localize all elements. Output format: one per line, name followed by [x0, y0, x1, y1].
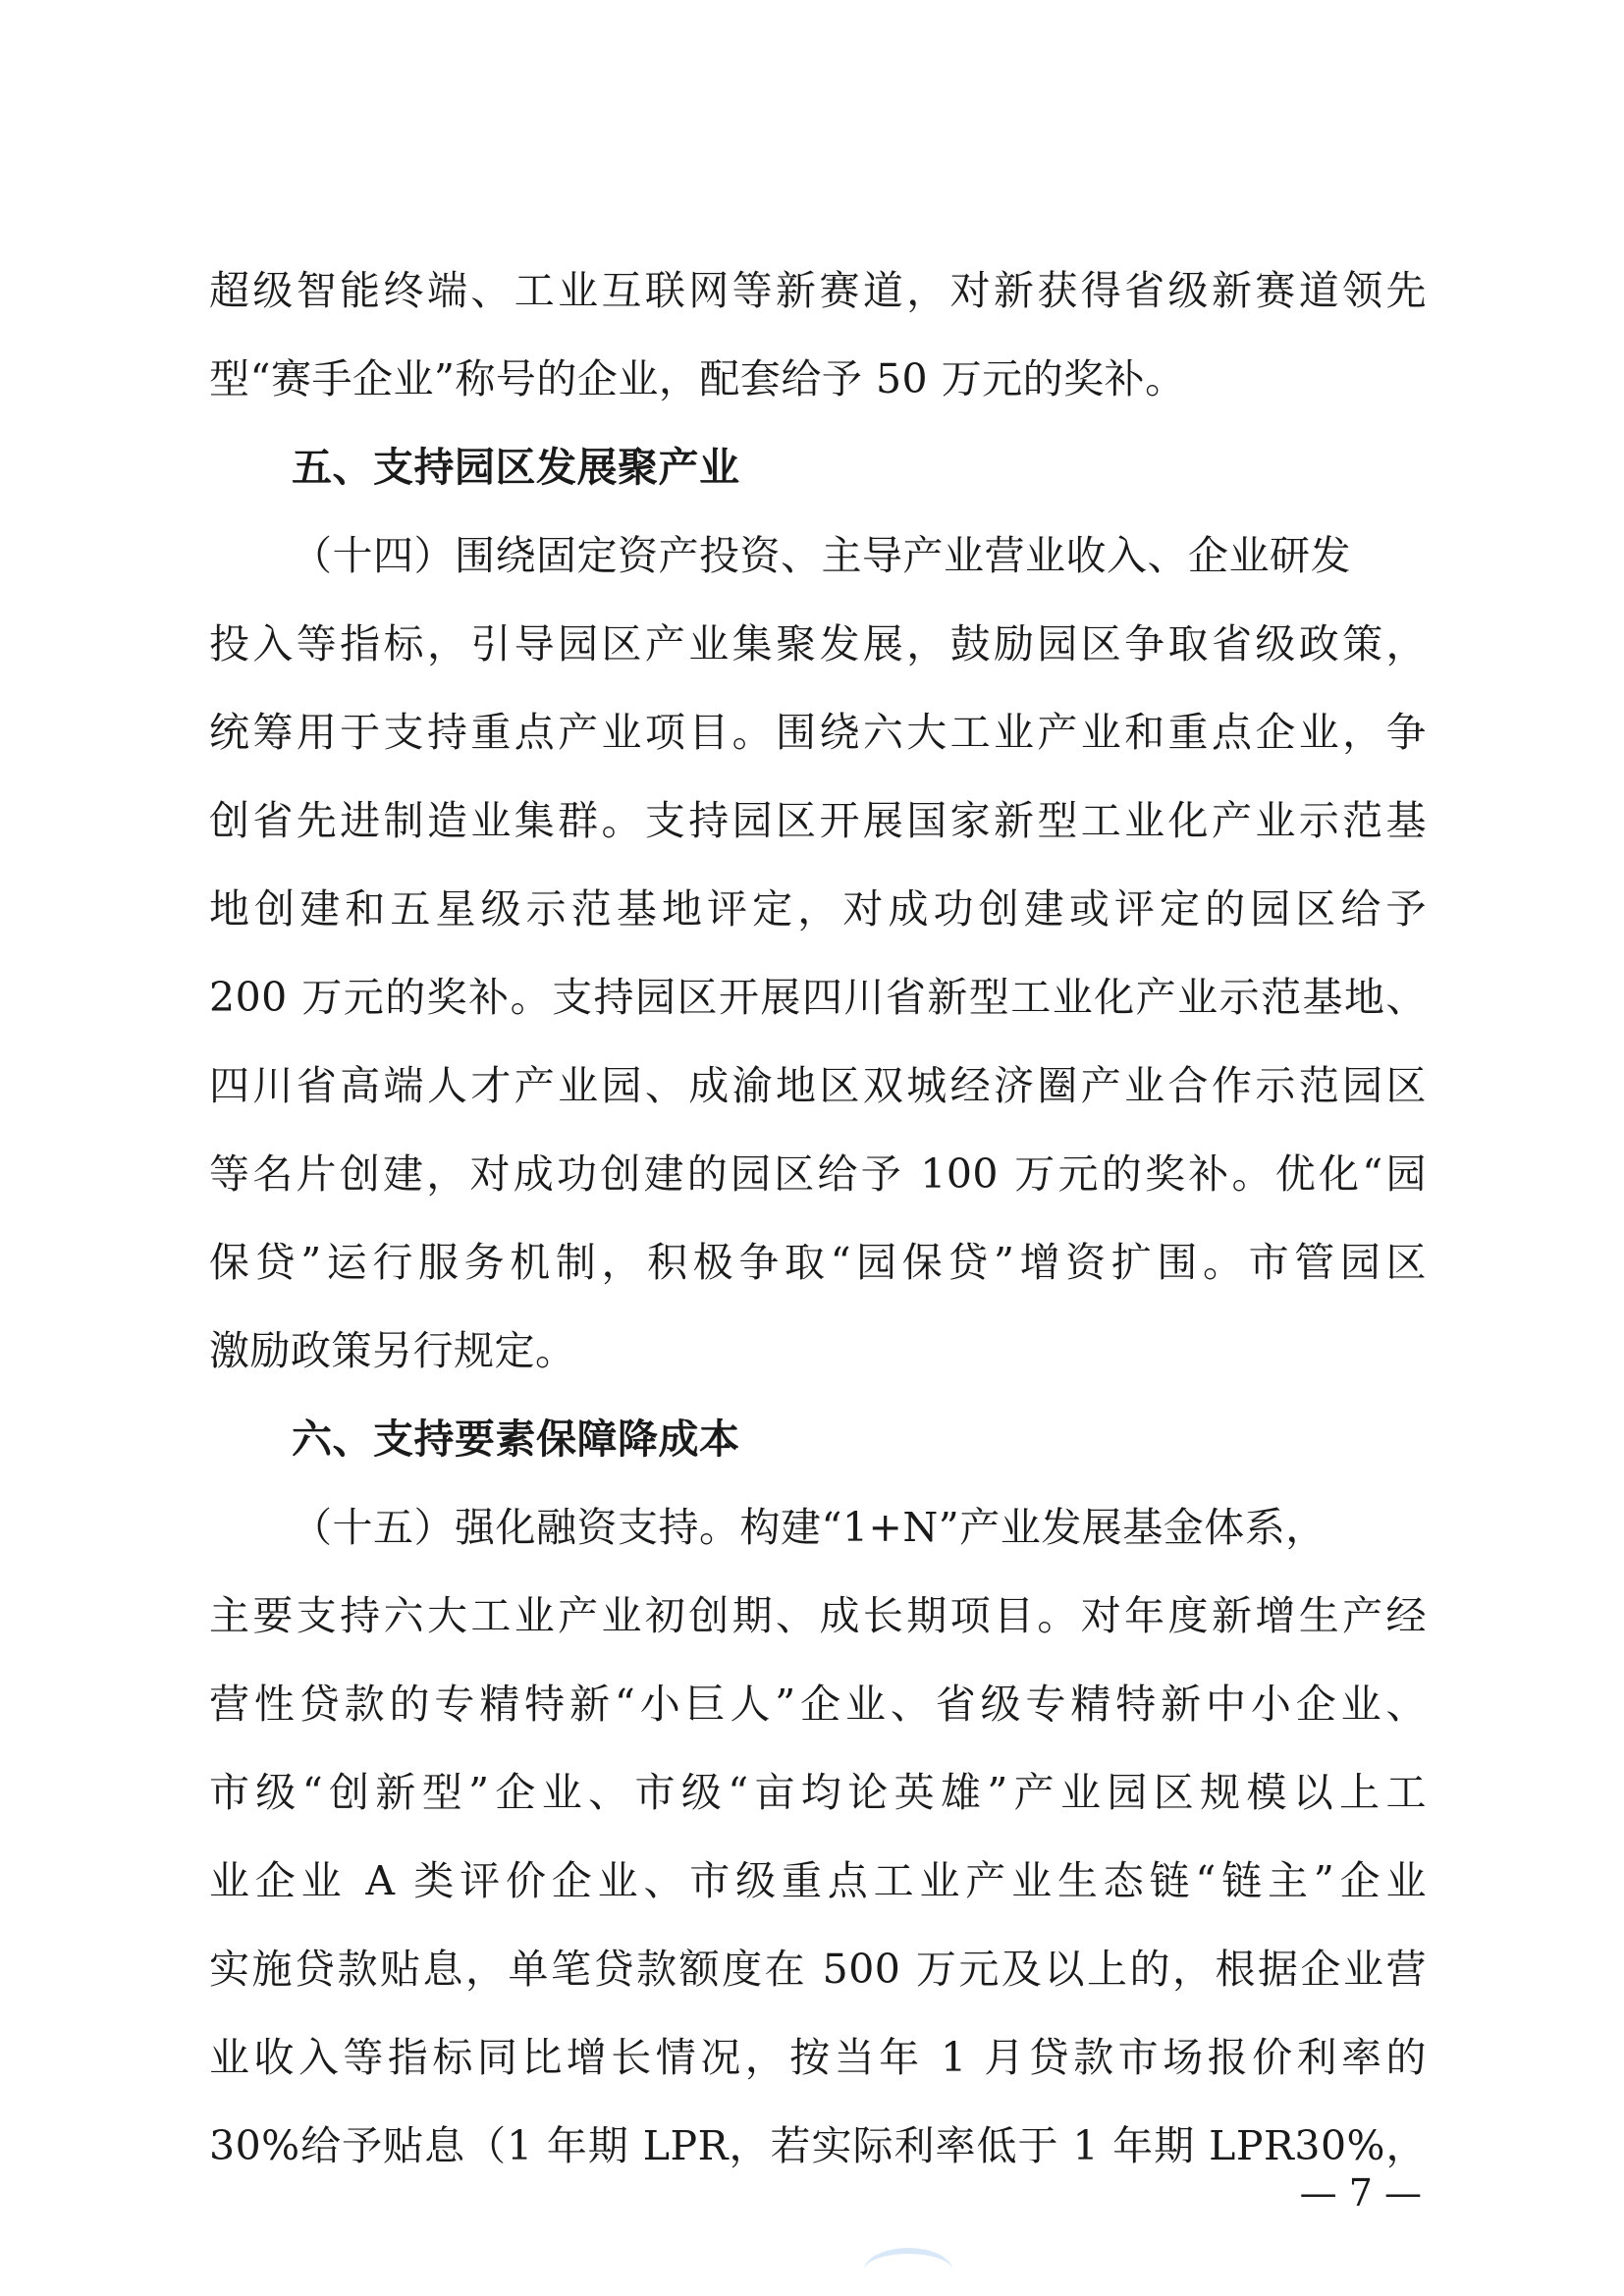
text-line: 激励政策另行规定。 [209, 1327, 576, 1374]
text-line: 创省先进制造业集群。支持园区开展国家新型工业化产业示范基 [209, 797, 1427, 844]
text-line: 业收入等指标同比增长情况，按当年 1 月贷款市场报价利率的 [209, 2034, 1427, 2081]
text-line: 超级智能终端、工业互联网等新赛道，对新获得省级新赛道领先 [209, 267, 1427, 314]
section-heading: 六、支持要素保障降成本 [292, 1415, 740, 1463]
text-line: 统筹用于支持重点产业项目。围绕六大工业产业和重点企业，争 [209, 709, 1427, 756]
section-heading: 五、支持园区发展聚产业 [292, 444, 740, 491]
text-line: 实施贷款贴息，单笔贷款额度在 500 万元及以上的，根据企业营 [209, 1946, 1427, 1993]
watermark-mark [864, 2248, 952, 2293]
text-line: （十四）围绕固定资产投资、主导产业营业收入、企业研发 [292, 532, 1351, 579]
text-line: 主要支持六大工业产业初创期、成长期项目。对年度新增生产经 [209, 1592, 1427, 1639]
text-line: （十五）强化融资支持。构建“1+N”产业发展基金体系， [292, 1504, 1326, 1551]
text-line: 地创建和五星级示范基地评定，对成功创建或评定的园区给予 [209, 885, 1427, 933]
text-line: 30%给予贴息（1 年期 LPR，若实际利率低于 1 年期 LPR30%， [209, 2122, 1427, 2169]
text-line: 200 万元的奖补。支持园区开展四川省新型工业化产业示范基地、 [209, 974, 1427, 1021]
text-line: 四川省高端人才产业园、成渝地区双城经济圈产业合作示范园区 [209, 1062, 1427, 1109]
text-line: 投入等指标，引导园区产业集聚发展，鼓励园区争取省级政策， [209, 620, 1427, 667]
text-line: 市级“创新型”企业、市级“亩均论英雄”产业园区规模以上工 [209, 1769, 1427, 1816]
text-line: 等名片创建，对成功创建的园区给予 100 万元的奖补。优化“园 [209, 1150, 1427, 1198]
page-number: — 7 — [1299, 2171, 1422, 2215]
text-line: 业企业 A 类评价企业、市级重点工业产业生态链“链主”企业 [209, 1857, 1427, 1904]
text-line: 营性贷款的专精特新“小巨人”企业、省级专精特新中小企业、 [209, 1681, 1427, 1728]
text-line: 型“赛手企业”称号的企业，配套给予 50 万元的奖补。 [209, 355, 1186, 402]
text-line: 保贷”运行服务机制，积极争取“园保贷”增资扩围。市管园区 [209, 1239, 1427, 1286]
